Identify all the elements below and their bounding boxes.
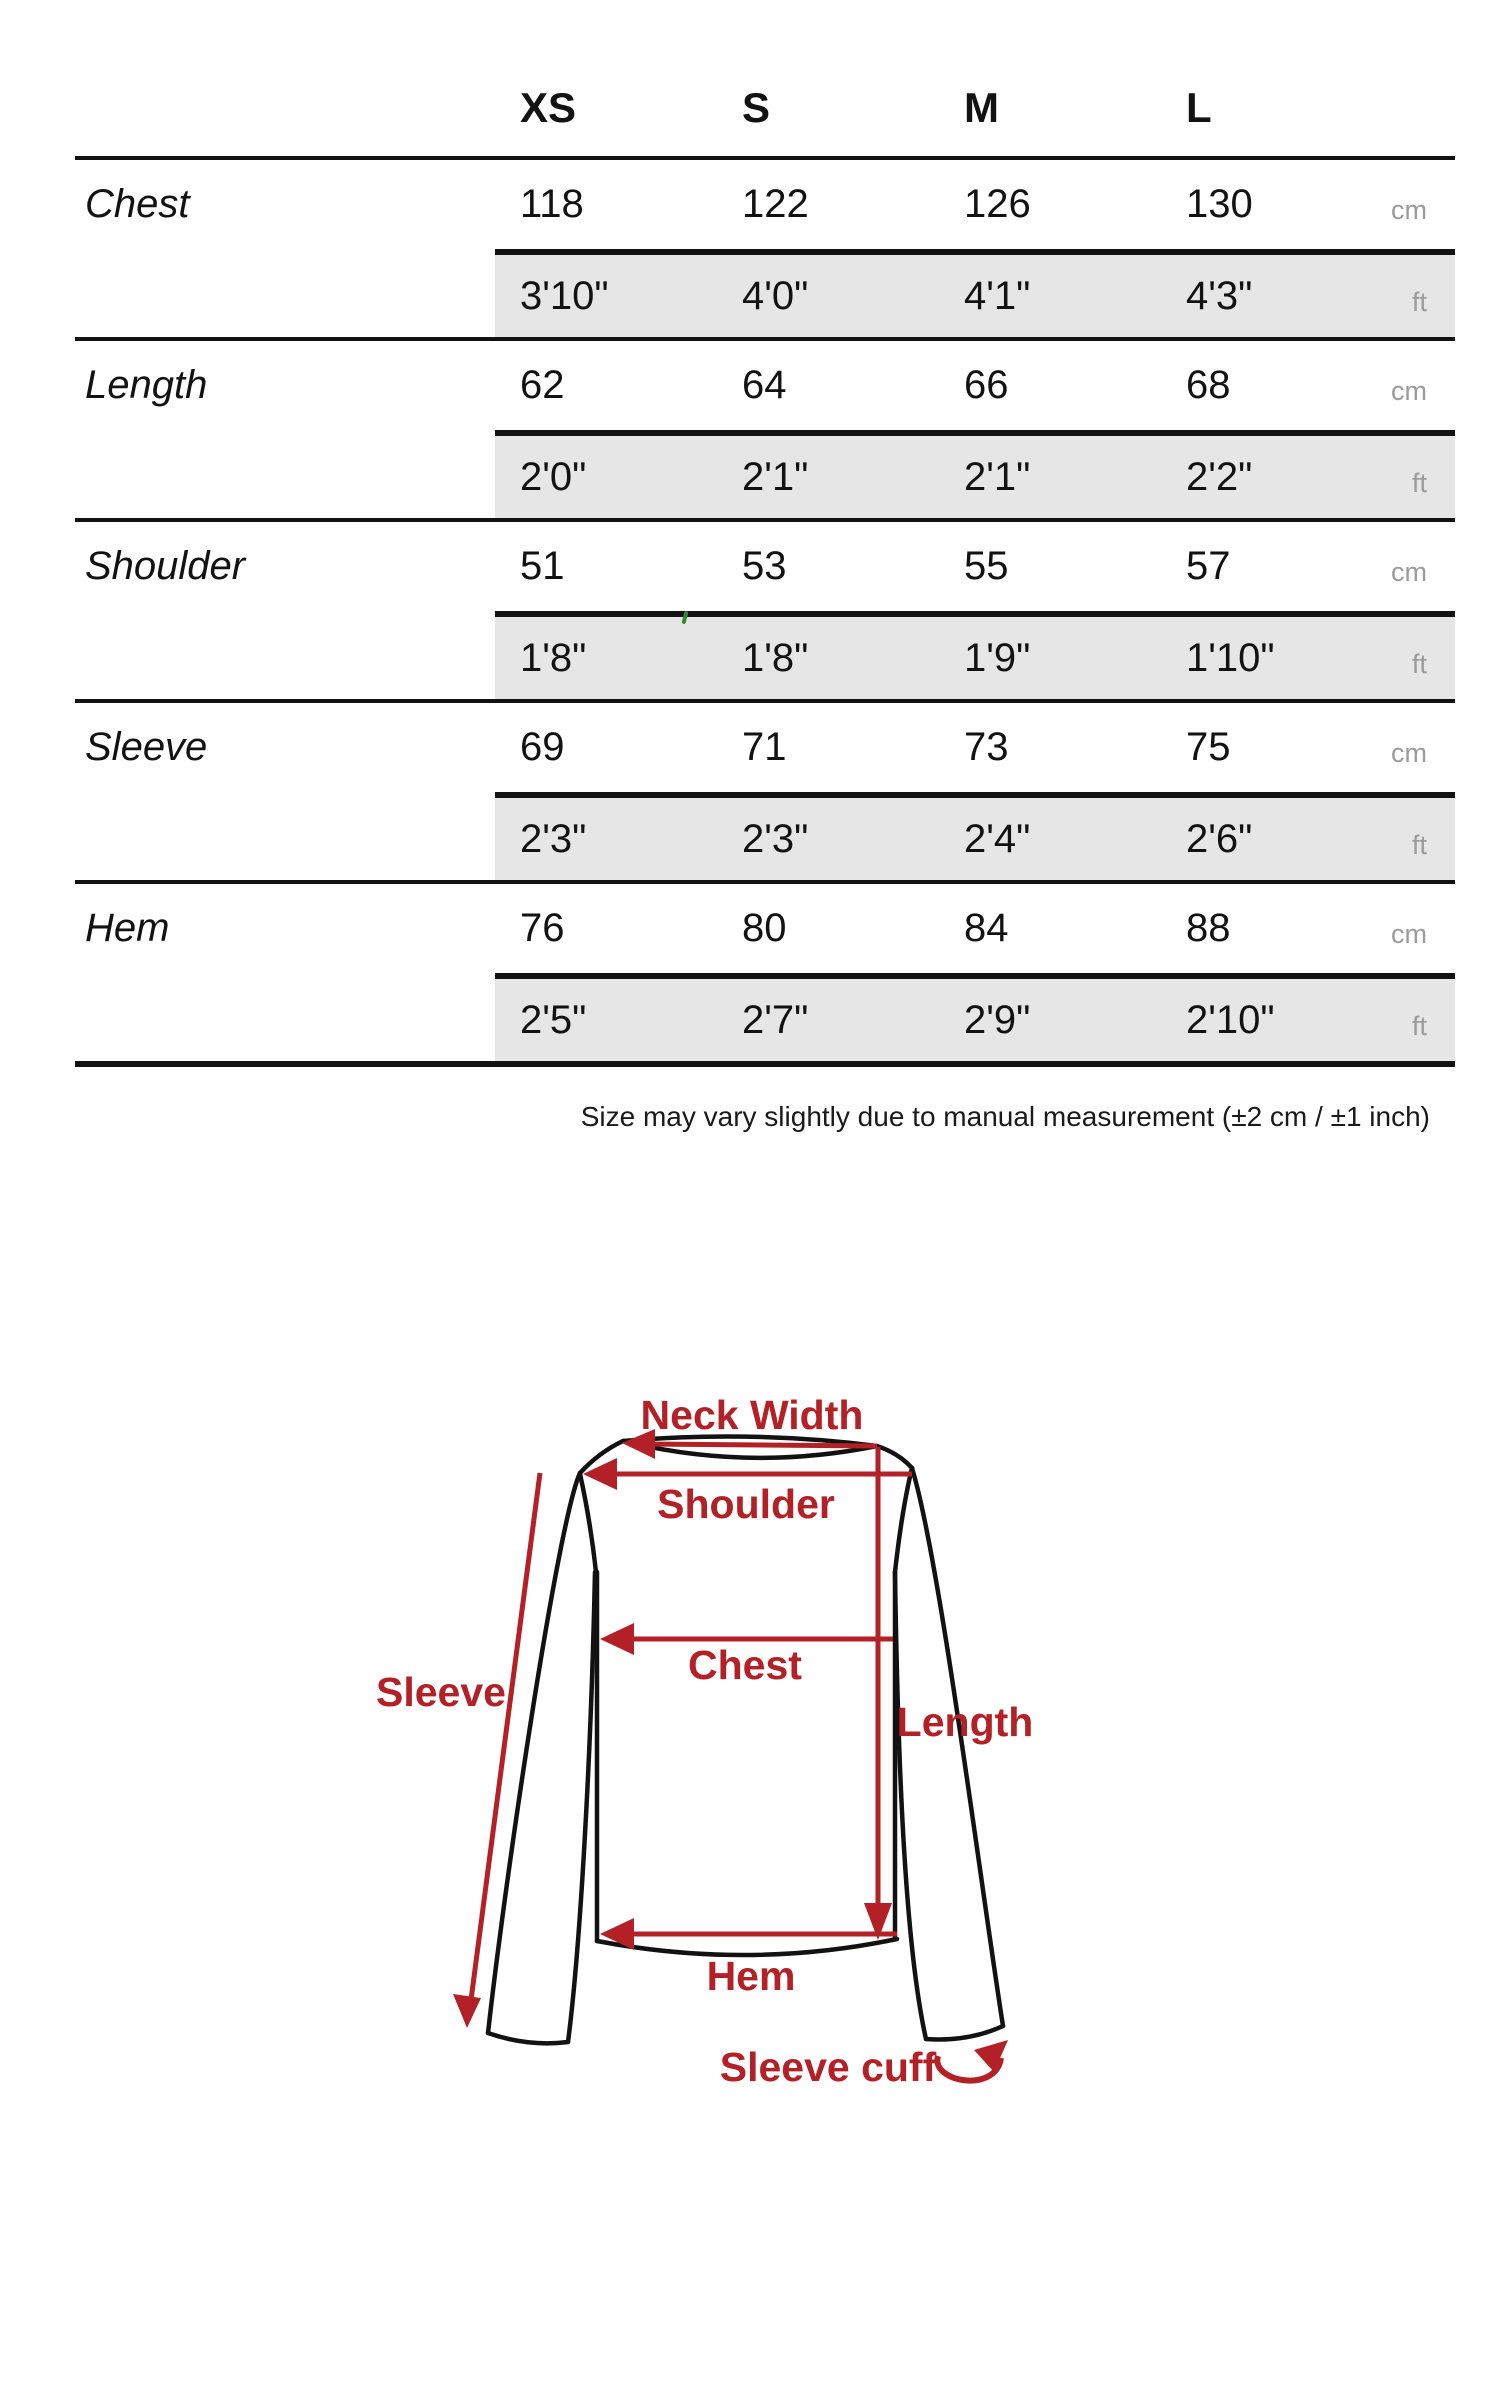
cm-value: 64 (742, 363, 787, 407)
cm-value: 62 (520, 363, 565, 407)
neck-width-line (645, 1444, 877, 1446)
ft-row-band (495, 792, 1455, 880)
ft-value: 4'0" (742, 273, 809, 318)
cm-value: 69 (520, 725, 565, 769)
right-sleeve-outer-edge (912, 1468, 1003, 2026)
table-row-cm (75, 160, 1455, 249)
table-row-ft (75, 973, 1455, 1061)
size-column-header: XS (520, 84, 577, 131)
row-label: Shoulder (85, 544, 246, 588)
ft-value: 2'6" (1186, 816, 1253, 861)
unit-cm: cm (1391, 376, 1427, 406)
ft-value: 2'4" (964, 816, 1031, 861)
cm-value: 122 (742, 182, 809, 226)
ft-row-band (495, 249, 1455, 337)
left-cuff-edge (488, 2033, 568, 2043)
sleeve-label: Sleeve (376, 1669, 506, 1715)
size-column-header: S (742, 84, 771, 131)
left-sleeve-inner-edge (568, 1572, 595, 2042)
ft-value: 4'1" (964, 273, 1031, 318)
unit-cm: cm (1391, 195, 1427, 225)
cm-value: 66 (964, 363, 1009, 407)
cm-value: 53 (742, 544, 787, 588)
table-row-cm (75, 341, 1455, 430)
shoulder-label: Shoulder (657, 1481, 835, 1527)
unit-cm: cm (1391, 738, 1427, 768)
cm-value: 75 (1186, 725, 1231, 769)
cm-value: 88 (1186, 906, 1231, 950)
cm-value: 76 (520, 906, 565, 950)
ft-value: 2'7" (742, 997, 809, 1042)
size-column-header: L (1186, 84, 1212, 131)
ft-value: 1'9" (964, 635, 1031, 680)
cm-value: 84 (964, 906, 1009, 950)
ft-value: 1'8" (742, 635, 809, 680)
unit-cm: cm (1391, 919, 1427, 949)
ft-value: 2'9" (964, 997, 1031, 1042)
table-row-ft (75, 249, 1455, 337)
row-separator (75, 1061, 1455, 1067)
cm-value: 130 (1186, 182, 1253, 226)
measurement-annotations (376, 1392, 1033, 2090)
hem-label: Hem (706, 1953, 796, 1999)
cm-value: 73 (964, 725, 1009, 769)
measurement-note: Size may vary slightly due to manual measurement (±2 cm / ±1 inch) (580, 1101, 1430, 1132)
right-sleeve-inner-edge (895, 1572, 926, 2039)
cm-value: 57 (1186, 544, 1231, 588)
ft-value: 2'1" (742, 454, 809, 499)
size-header-row (75, 60, 1455, 156)
cm-value: 55 (964, 544, 1009, 588)
length-label: Length (896, 1699, 1034, 1745)
size-table (75, 60, 1455, 1133)
unit-ft: ft (1411, 286, 1427, 317)
row-label: Hem (85, 906, 170, 950)
ft-value: 2'3" (742, 816, 809, 861)
sleeve-cuff-arrowhead (974, 2040, 1008, 2072)
chest-label: Chest (688, 1642, 802, 1688)
ft-value: 2'2" (1186, 454, 1253, 499)
ft-value: 1'8" (520, 635, 587, 680)
ft-row-band (495, 973, 1455, 1061)
cm-value: 80 (742, 906, 787, 950)
ft-value: 2'5" (520, 997, 587, 1042)
row-label: Chest (85, 182, 190, 226)
table-row-ft (75, 792, 1455, 880)
ft-value: 2'0" (520, 454, 587, 499)
ft-value: 2'3" (520, 816, 587, 861)
ft-row-band (495, 611, 1455, 699)
garment-measurement-diagram (0, 1330, 1500, 2230)
cm-value: 126 (964, 182, 1031, 226)
unit-ft: ft (1411, 829, 1427, 860)
ft-value: 1'10" (1186, 635, 1275, 680)
size-column-header: M (964, 84, 999, 131)
ft-value: 4'3" (1186, 273, 1253, 318)
table-row-ft (75, 430, 1455, 518)
cm-value: 51 (520, 544, 565, 588)
cm-value: 118 (520, 182, 584, 226)
chest-arrowhead (600, 1623, 634, 1655)
right-cuff-edge (926, 2026, 1003, 2039)
ft-value: 2'1" (964, 454, 1031, 499)
right-armhole-seam (895, 1468, 912, 1572)
unit-ft: ft (1411, 1010, 1427, 1041)
cm-value: 68 (1186, 363, 1231, 407)
sleeve-cuff-label: Sleeve cuff (719, 2044, 937, 2090)
ft-value: 2'10" (1186, 997, 1275, 1042)
sleeve-arrowhead (453, 1994, 481, 2028)
table-row-cm (75, 703, 1455, 792)
unit-cm: cm (1391, 557, 1427, 587)
cm-value: 71 (742, 725, 787, 769)
ft-value: 3'10" (520, 273, 609, 318)
unit-ft: ft (1411, 648, 1427, 679)
row-label: Length (85, 363, 208, 407)
unit-ft: ft (1411, 467, 1427, 498)
neck-width-label: Neck Width (640, 1392, 864, 1438)
table-row-cm (75, 884, 1455, 973)
ft-row-band (495, 430, 1455, 518)
row-label: Sleeve (85, 725, 208, 769)
left-armhole-seam (580, 1474, 596, 1572)
table-row-ft (75, 611, 1455, 699)
table-row-cm (75, 522, 1455, 611)
